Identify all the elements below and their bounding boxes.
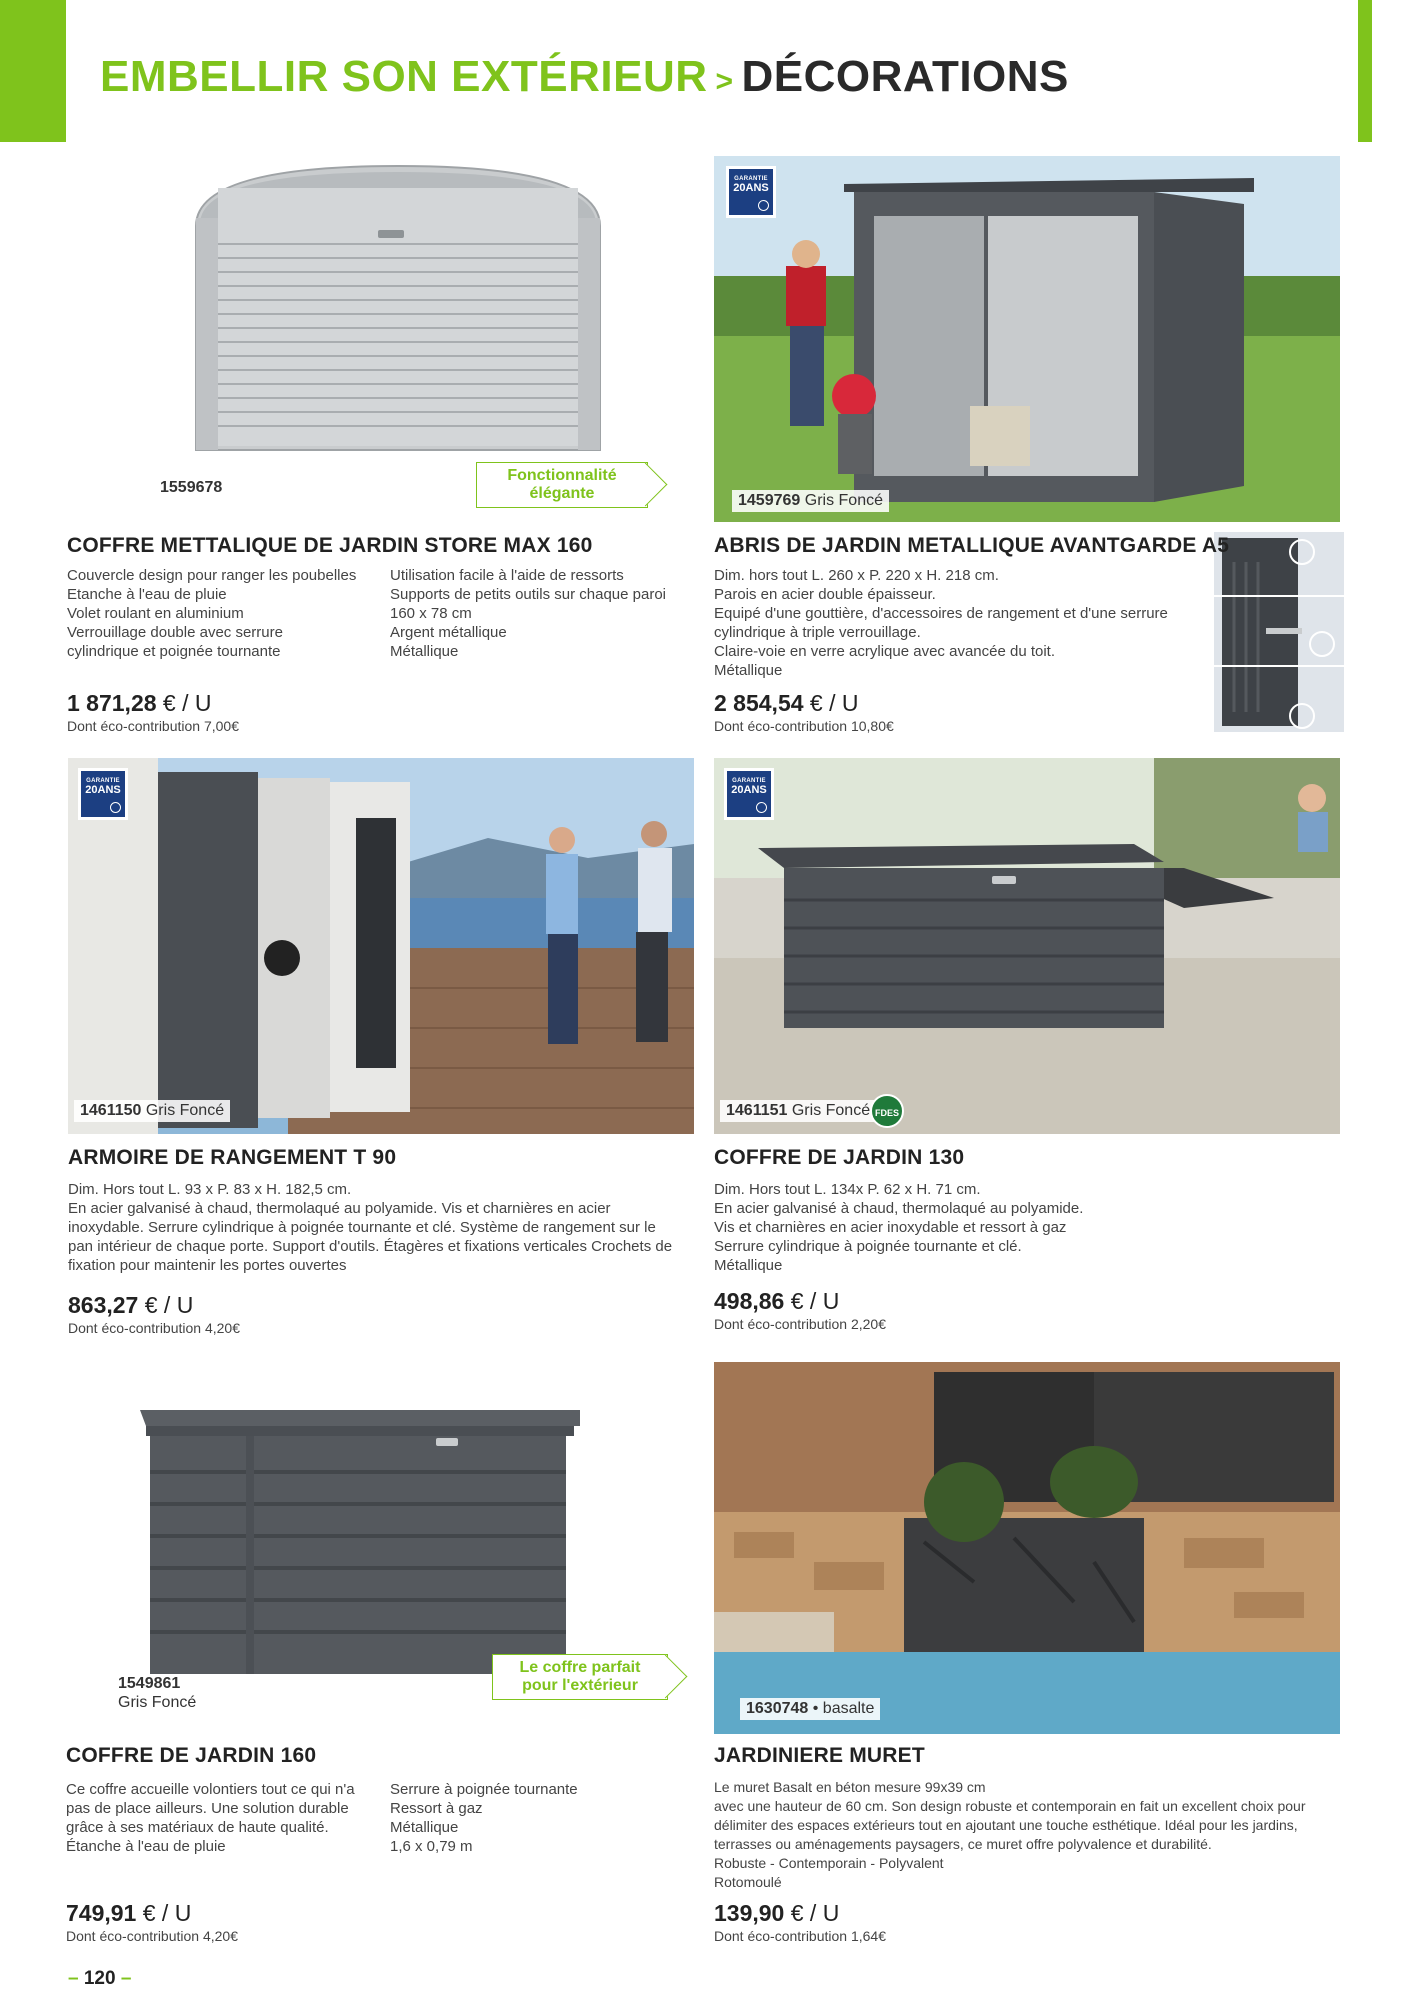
callout-badge: Le coffre parfait pour l'extérieur (492, 1654, 668, 1700)
product-price: 498,86 € / U (714, 1288, 840, 1314)
product-title: ARMOIRE DE RANGEMENT T 90 (68, 1146, 397, 1169)
product-image-abris-avantgarde (714, 156, 1340, 522)
product-description-right: Serrure à poignée tournante Ressort à gaz Métallique 1,6 x 0,79 m (390, 1781, 578, 1855)
product-description: Le muret Basalt en béton mesure 99x39 cm avec une hauteur de 60 cm. Son design robuste et contemporain en fait un excellent choix pour délimiter des espaces extérieurs tout en ajoutant une touche esthétique. Idéal pour les jardins, terrasses ou aménagements paysagers, ce muret offre polyvalence et durabilité. Robuste - Contemporain - Polyvalent Rotomoulé (714, 1779, 1306, 1890)
product-detail-image-door (1214, 532, 1344, 732)
product-ref: 1461150 Gris Foncé (74, 1100, 230, 1122)
check-icon (758, 200, 769, 211)
product-price: 1 871,28 € / U (67, 690, 212, 716)
product-ref: 1630748 • basalte (740, 1698, 880, 1720)
eco-contribution: Dont éco-contribution 1,64€ (714, 1928, 886, 1944)
page-header (100, 52, 1069, 102)
product-ref: 1461151 Gris Foncé (720, 1100, 876, 1122)
product-price: 749,91 € / U (66, 1900, 192, 1926)
product-title: ABRIS DE JARDIN METALLIQUE AVANTGARDE A5 (714, 534, 1230, 557)
product-title: COFFRE METTALIQUE DE JARDIN STORE MAX 160 (67, 534, 593, 557)
garantie-20ans-badge: GARANTIE 20ANS (78, 768, 128, 820)
garantie-20ans-badge: GARANTIE 20ANS (724, 768, 774, 820)
product-price: 2 854,54 € / U (714, 690, 859, 716)
product-ref: 1559678 (160, 479, 223, 496)
product-ref: 1459769 Gris Foncé (732, 490, 889, 512)
product-image-store-max (68, 158, 688, 508)
product-image-armoire-t90 (68, 758, 694, 1134)
product-description-right: Utilisation facile à l'aide de ressorts Supports de petits outils sur chaque paroi 160 x 78 cm Argent métallique Métallique (390, 567, 666, 660)
eco-contribution: Dont éco-contribution 4,20€ (66, 1928, 238, 1944)
garantie-20ans-badge: GARANTIE 20ANS (726, 166, 776, 218)
eco-contribution: Dont éco-contribution 7,00€ (67, 718, 239, 734)
product-title: JARDINIERE MURET (714, 1744, 925, 1767)
callout-badge: Fonctionnalité élégante (476, 462, 648, 508)
green-accent-bar-right (1358, 0, 1372, 142)
eco-contribution: Dont éco-contribution 10,80€ (714, 718, 894, 734)
section-title: EMBELLIR SON EXTÉRIEUR (100, 52, 708, 101)
check-icon (756, 802, 767, 813)
product-price: 139,90 € / U (714, 1900, 840, 1926)
subsection-title: DÉCORATIONS (741, 52, 1069, 101)
product-title: COFFRE DE JARDIN 130 (714, 1146, 965, 1169)
product-title: COFFRE DE JARDIN 160 (66, 1744, 317, 1767)
product-description: Dim. Hors tout L. 93 x P. 83 x H. 182,5 cm. En acier galvanisé à chaud, thermolaqué au polyamide. Vis et charnières en acier inoxydable. Serrure cylindrique à poignée tournante et clé. Système de rangement sur le pan intérieur de chaque porte. Support d'outils. Étagères et fixations verticales Crochets de fixation pour maintenir les portes ouvertes (68, 1181, 673, 1274)
green-accent-bar-left (0, 0, 66, 142)
eco-contribution: Dont éco-contribution 4,20€ (68, 1320, 240, 1336)
eco-contribution: Dont éco-contribution 2,20€ (714, 1316, 886, 1332)
page-number: – 120 – (68, 1968, 132, 1989)
chevron-right-icon: > (715, 65, 734, 98)
product-description: Dim. hors tout L. 260 x P. 220 x H. 218 cm. Parois en acier double épaisseur. Equipé d'une gouttière, d'accessoires de rangement et d'une serrure cylindrique à triple verrouillage. Claire-voie en verre acrylique avec avancée du toit. Métallique (714, 567, 1168, 679)
product-image-coffre-130 (714, 758, 1340, 1134)
product-price: 863,27 € / U (68, 1292, 194, 1318)
product-description-left: Ce coffre accueille volontiers tout ce qui n'a pas de place ailleurs. Une solution durable grâce à ses matériaux de haute qualité. Étanche à l'eau de pluie (66, 1781, 355, 1855)
product-ref: 1549861 Gris Foncé (118, 1675, 197, 1711)
product-description-left: Couvercle design pour ranger les poubelles Etanche à l'eau de pluie Volet roulant en aluminium Verrouillage double avec serrure cylindrique et poignée tournante (67, 567, 357, 660)
fdes-badge: FDES (870, 1094, 904, 1128)
product-image-coffre-160 (110, 1392, 600, 1692)
check-icon (110, 802, 121, 813)
product-image-jardiniere-muret (714, 1362, 1340, 1734)
product-description: Dim. Hors tout L. 134x P. 62 x H. 71 cm. En acier galvanisé à chaud, thermolaqué au polyamide. Vis et charnières en acier inoxydable et ressort à gaz Serrure cylindrique à poignée tournante et clé. Métallique (714, 1181, 1084, 1274)
